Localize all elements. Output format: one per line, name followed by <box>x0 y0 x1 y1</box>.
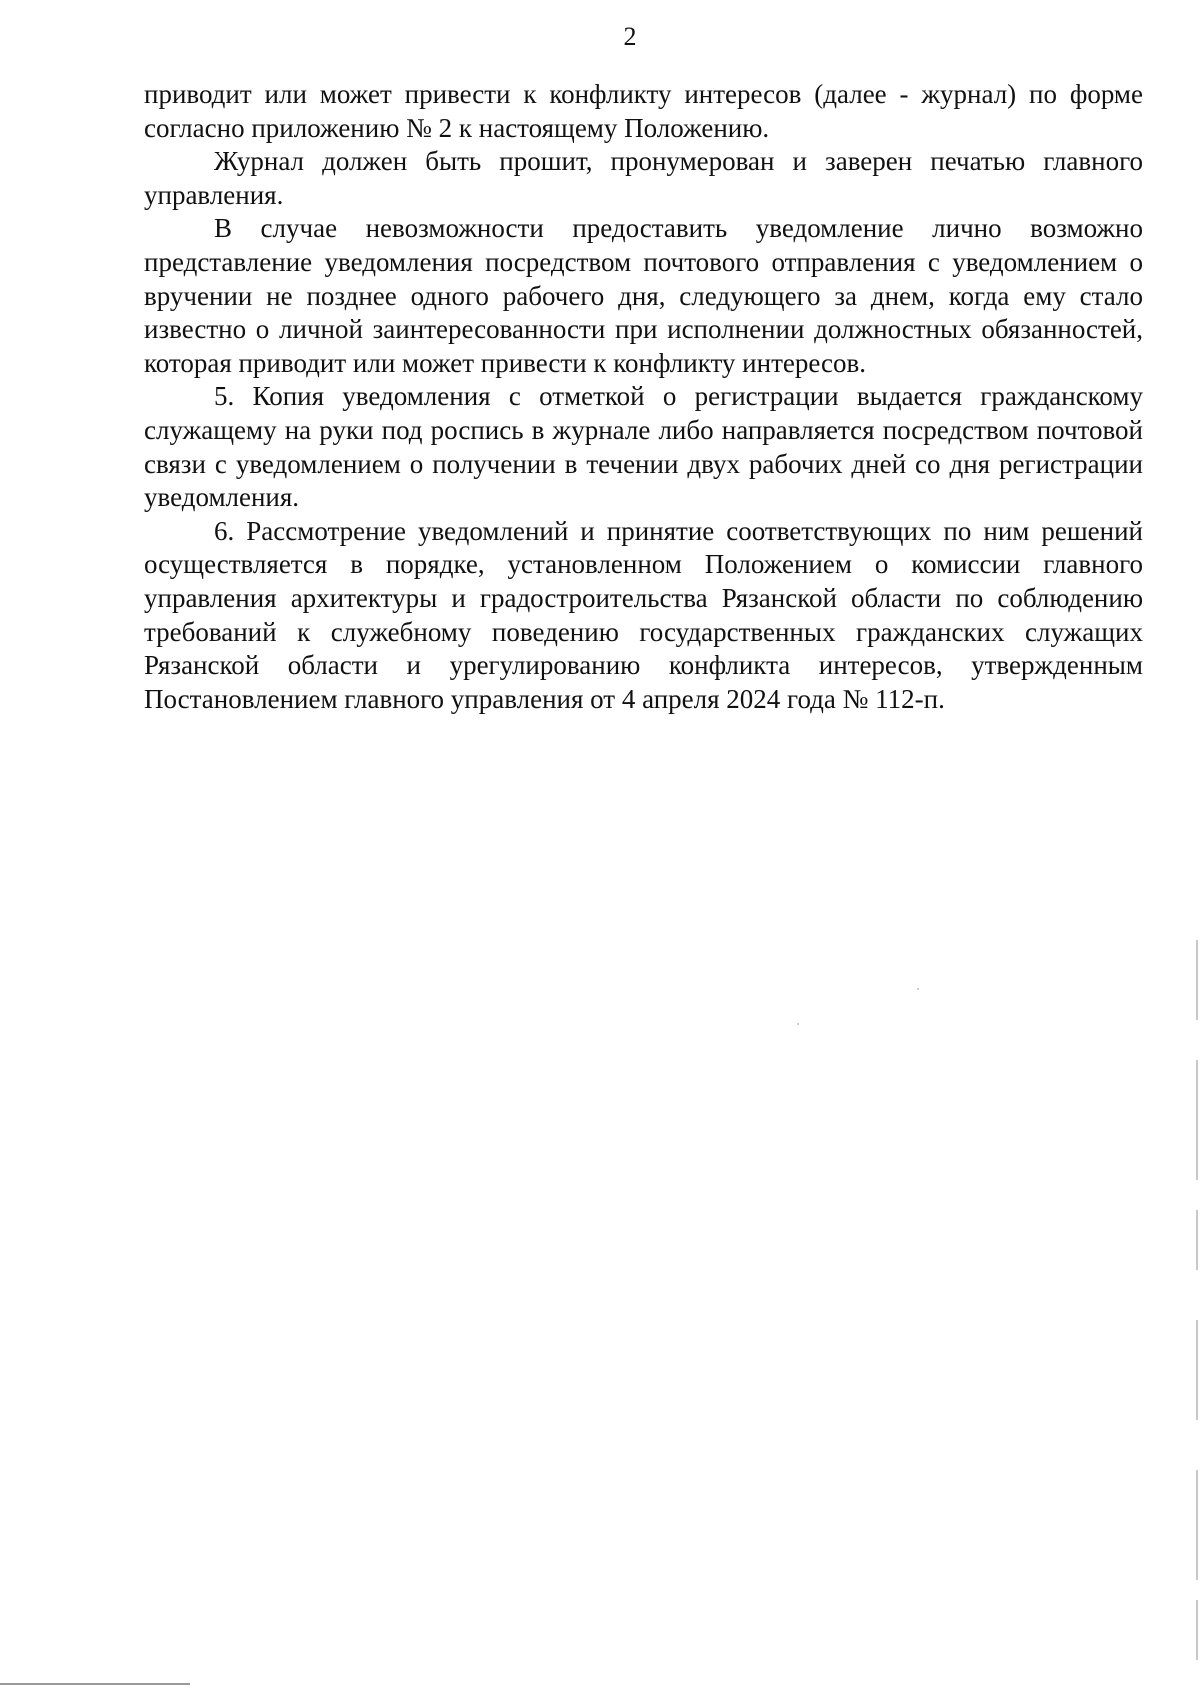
scan-speck <box>917 988 919 990</box>
scan-edge-line <box>1196 1320 1198 1420</box>
paragraph-journal-binding: Журнал должен быть прошит, пронумерован и заверен печатью главного управления. <box>144 146 1143 210</box>
scan-edge-line <box>1196 1470 1198 1580</box>
document-body <box>144 78 1143 716</box>
scan-edge-line <box>1196 1600 1198 1660</box>
scan-edge-line <box>1196 940 1198 1020</box>
page-number: 2 <box>623 22 637 51</box>
paragraph-postal-notice: В случае невозможности предоставить уведомление лично возможно представление уведомления посредством почтового отправления с уведомлением о вручении не позднее одного рабочего дня, следующего за днем, когда ему стало известно о личной заинтересованности при исполнении должностных обязанностей, которая приводит или может привести к конфликту интересов. <box>144 213 1143 378</box>
paragraph-journal-form: приводит или может привести к конфликту интересов (далее - журнал) по форме согласно приложению № 2 к настоящему Положению. <box>144 79 1143 143</box>
scan-edge-line <box>1196 1060 1198 1180</box>
scan-speck <box>797 1023 799 1025</box>
scan-edge-line <box>1196 1210 1198 1270</box>
paragraph-item-6: 6. Рассмотрение уведомлений и принятие соответствующих по ним решений осуществляется в порядке, установленном Положением о комиссии главного управления архитектуры и градостроительства Рязанской области по соблюдению требований к служебному поведению государственных гражданских служащих Рязанской области и урегулированию конфликта интересов, утвержденным Постановлением главного управления от 4 апреля 2024 года № 112-п. <box>144 515 1143 714</box>
scan-edge-line <box>0 1683 190 1685</box>
paragraph-item-5: 5. Копия уведомления с отметкой о регистрации выдается гражданскому служащему на руки под роспись в журнале либо направляется посредством почтовой связи с уведомлением о получении в течении двух рабочих дней со дня регистрации уведомления. <box>144 381 1143 513</box>
